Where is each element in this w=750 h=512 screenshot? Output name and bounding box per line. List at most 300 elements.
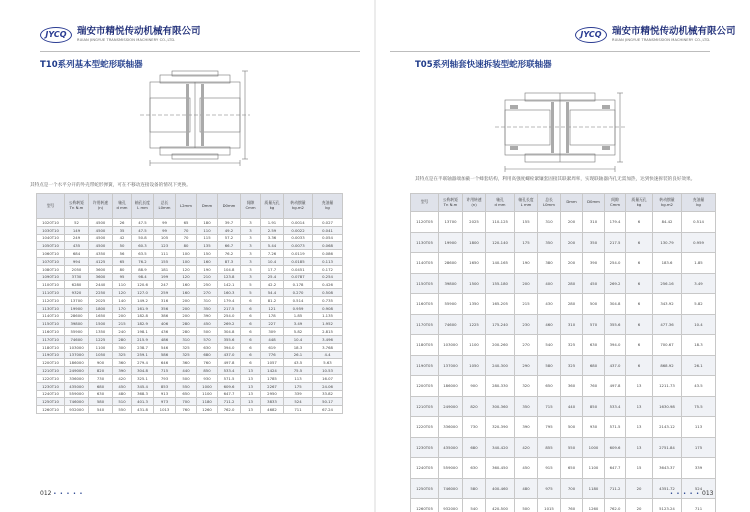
section-title: T05系列轴套快速拆装型蛇形联轴器 [415,60,552,70]
table-cell: 700 [176,398,197,406]
table-cell: 1015 [538,499,561,512]
logo-icon: JYCQ [40,27,72,43]
table-cell: 43.5 [284,359,313,367]
table-cell: 81.2 [261,296,284,304]
table-cell: 930 [583,417,605,438]
table-cell: 760 [176,406,197,414]
table-cell: 6 [626,212,653,233]
table-cell: 0.0014 [284,219,313,227]
page-dots: • • • • • [670,491,701,497]
table-cell: 932000 [65,406,89,414]
table-cell: 18.3 [682,335,716,356]
table-cell: 28600 [439,253,463,274]
table-cell: 1225 [463,314,486,335]
table-cell: 932000 [439,499,463,512]
table-cell: 249 [65,234,89,242]
table-row [37,343,343,351]
table-cell: 80 [176,242,197,250]
table-cell: 350 [515,396,538,417]
table-cell: 746000 [439,478,463,499]
table-cell: 711.2 [218,398,241,406]
table-cell: 559000 [65,390,89,398]
company-logo [575,26,736,43]
table-row [37,374,343,382]
table-cell: 16.07 [313,374,343,382]
table-cell: 0.270 [284,289,313,297]
table-row [37,219,343,227]
column-header: Dmm [561,194,583,212]
table-cell: 25.4 [261,273,284,281]
table-cell: 386 [154,312,176,320]
table-row [37,250,343,258]
table-row [411,437,716,458]
table-cell: 160.3 [218,289,241,297]
table-cell: 711 [284,406,313,414]
table-cell: 9320 [65,289,89,297]
table-cell: 320 [515,376,538,397]
table-cell: 175-240 [486,314,515,335]
table-cell: 104.8 [218,265,241,273]
table-cell: 762.0 [605,499,626,512]
table-cell: 42.2 [261,281,284,289]
table-cell: 1130T05 [411,232,439,253]
table-cell: 4682 [261,406,284,414]
table-cell: 340-420 [486,437,515,458]
table-row [411,335,716,356]
table-cell: 546 [154,343,176,351]
table-cell: 5123.24 [653,499,682,512]
table-cell: 1190T05 [411,355,439,376]
spec-table [36,193,343,414]
table-cell: 360 [561,376,583,397]
table-cell: 1350 [89,328,113,336]
table-cell: 609.6 [218,382,241,390]
table-cell: 3.49 [284,320,313,328]
table-row [37,296,343,304]
table-cell: 339 [284,390,313,398]
table-cell: 175 [682,437,716,458]
table-cell: 75.5 [284,367,313,375]
table-cell: 1000 [197,382,218,390]
table-row [37,265,343,273]
table-cell: 0.908 [313,304,343,312]
table-cell: 18.3 [284,343,313,351]
table-cell: 269.2 [605,273,626,294]
table-cell: 20 [626,478,653,499]
table-cell: 280 [176,328,197,336]
table-cell: 630 [197,343,218,351]
table-cell: 320-390 [486,417,515,438]
table-cell: 309 [261,328,284,336]
table-cell: 56 [113,250,132,258]
table-cell: 1120T05 [411,212,439,233]
table-cell: 4500 [89,242,113,250]
table-cell: 795 [538,417,561,438]
table-cell: 711 [682,499,716,512]
table-cell: 0.172 [313,265,343,273]
table-cell: 120 [176,265,197,273]
table-cell: 57.2 [218,234,241,242]
table-cell: 19900 [439,232,463,253]
table-cell: 52 [65,219,89,227]
table-cell: 6 [241,343,261,351]
table-cell: 3 [241,257,261,265]
table-cell: 3 [241,250,261,258]
table-cell: 5 [241,289,261,297]
table-cell: 310 [176,335,197,343]
table-cell: 1650 [89,312,113,320]
table-cell: 105 [154,234,176,242]
table-cell: 550 [113,406,132,414]
table-cell: 325 [113,351,132,359]
table-cell: 200 [561,253,583,274]
table-cell: 1200T10 [37,359,65,367]
logo-name-en: RUIAN JINGYUE TRANSMISSION MACHINERY CO.,LTD. [77,38,176,42]
table-row [411,355,716,376]
table-cell: 550 [176,382,197,390]
table-cell: 1100 [89,343,113,351]
table-cell: 1070T10 [37,257,65,265]
table-cell: 200 [561,212,583,233]
table-cell: 6 [626,253,653,274]
page-number [670,490,713,497]
table-cell: 179.4 [605,212,626,233]
table-cell: 1130T10 [37,304,65,312]
table-cell: 1260T10 [37,406,65,414]
table-row [37,335,343,343]
table-cell: 6 [626,314,653,335]
table-cell: 1057 [261,359,284,367]
table-cell: 280-330 [486,376,515,397]
table-row [37,273,343,281]
table-cell: 200 [176,312,197,320]
page-number [40,490,83,497]
table-row [411,499,716,512]
table-cell: 310 [538,212,561,233]
table-cell: 49.2 [218,226,241,234]
column-header: 型号 [411,194,439,212]
table-cell: 6 [626,232,653,253]
table-cell: 684 [65,250,89,258]
table-cell: 1190T10 [37,351,65,359]
table-row [37,382,343,390]
table-cell: 99 [154,219,176,227]
table-row [411,294,716,315]
table-row [37,312,343,320]
table-cell: 120 [113,289,132,297]
table-cell: 570 [197,335,218,343]
table-row [411,396,716,417]
table-cell: 55900 [439,294,463,315]
table-row [37,289,343,297]
table-cell: 250 [197,281,218,289]
table-cell: 2.815 [313,328,343,336]
table-cell: 1260 [197,406,218,414]
table-cell: 13 [241,390,261,398]
table-cell: 1000 [583,437,605,458]
table-cell: 135 [197,242,218,250]
table-cell: 762.0 [218,406,241,414]
table-cell: 1180 [583,478,605,499]
table-cell: 6 [241,312,261,320]
table-cell: 240-300 [486,355,515,376]
table-cell: 355.6 [605,314,626,335]
table-cell: 179.4 [218,296,241,304]
table-row [37,304,343,312]
table-cell: 1100T10 [37,281,65,289]
table-cell: 0.086 [313,250,343,258]
table-cell: 4125 [89,257,113,265]
table-cell: 155 [154,257,176,265]
table-cell: 350 [197,304,218,312]
table-cell: 760 [197,359,218,367]
table-cell: 450 [515,458,538,479]
company-logo [40,26,201,43]
table-cell: 121 [261,304,284,312]
table-cell: 3643.37 [653,458,682,479]
table-cell: 1250T05 [411,478,439,499]
table-cell: 3.49 [682,273,716,294]
table-cell: 215 [113,320,132,328]
table-row [37,351,343,359]
table-cell: 130.79 [653,232,682,253]
table-cell: 198.1 [132,328,154,336]
table-cell: 103000 [65,343,89,351]
table-cell: 140 [113,296,132,304]
column-header: 总长 L0mm [154,194,176,219]
table-cell: 13 [626,437,653,458]
table-cell: 1180T10 [37,343,65,351]
table-cell: 650 [538,376,561,397]
table-cell: 533.4 [605,396,626,417]
table-cell: 88.9 [132,265,154,273]
table-cell: 170 [113,304,132,312]
table-cell: 50 [113,242,132,250]
table-cell: 161.9 [132,304,154,312]
table-cell: 1240T10 [37,390,65,398]
table-cell: 269.2 [218,320,241,328]
table-cell: 2025 [463,212,486,233]
table-cell: 190 [515,253,538,274]
table-cell: 350 [538,232,561,253]
table-cell: 0.254 [313,273,343,281]
table-cell: 2267 [261,382,284,390]
column-header: 质量无孔 kg [261,194,284,219]
table-row [411,232,716,253]
table-cell: 540 [538,335,561,356]
table-cell: 304.8 [218,328,241,336]
column-header: 间隙 Cmm [241,194,261,219]
table-cell: 24.06 [313,382,343,390]
table-cell: 586 [154,351,176,359]
table-cell: 113 [284,374,313,382]
table-cell: 1260 [583,499,605,512]
table-header-row [411,194,716,212]
table-cell: 5.44 [261,242,284,250]
table-cell: 149.2 [132,296,154,304]
table-cell: 200 [176,296,197,304]
table-cell: 500 [561,417,583,438]
column-header: 公称转矩 Tn N.m [65,194,89,219]
table-cell: 0.0787 [284,273,313,281]
table-cell: 746000 [65,398,89,406]
table-cell: 182.8 [132,312,154,320]
header-rule [390,51,710,52]
table-cell: 394.0 [218,343,241,351]
table-cell: 110 [113,281,132,289]
table-cell: 99 [154,226,176,234]
table-cell: 54.4 [261,289,284,297]
table-cell: 3600 [89,273,113,281]
table-cell: 973 [154,398,176,406]
table-cell: 87.3 [218,257,241,265]
table-cell: 316 [154,296,176,304]
table-cell: 436 [154,328,176,336]
table-cell: 630 [463,458,486,479]
page-number-label: 013 [702,490,714,497]
table-cell: 580 [538,355,561,376]
table-cell: 1100 [463,335,486,356]
table-cell: 13700 [439,212,463,233]
table-cell: 39800 [65,320,89,328]
table-cell: 1500 [463,273,486,294]
table-cell: 63.5 [132,250,154,258]
table-cell: 1030T10 [37,226,65,234]
table-cell: 6 [241,359,261,367]
table-cell: 13700 [65,296,89,304]
table-cell: 13 [241,367,261,375]
column-header: 轴孔 d mm [113,194,132,219]
table-cell: 238.7 [132,343,154,351]
table-cell: 200 [113,312,132,320]
table-cell: 120 [176,273,197,281]
table-cell: 310 [561,314,583,335]
table-cell: 42 [113,234,132,242]
column-header: 型号 [37,194,65,219]
table-cell: 1150T05 [411,273,439,294]
table-cell: 3.768 [313,343,343,351]
table-cell: 540 [89,406,113,414]
table-cell: 5.82 [682,294,716,315]
table-cell: 120-140 [486,232,515,253]
table-cell: 325 [176,343,197,351]
table-cell: 76.2 [132,257,154,265]
table-cell: 1050 [89,351,113,359]
table-cell: 2440 [89,281,113,289]
table-cell: 254.0 [218,312,241,320]
table-cell: 1150T10 [37,320,65,328]
table-cell: 43.5 [682,376,716,397]
table-cell: 390 [197,312,218,320]
table-cell: 540 [463,499,486,512]
table-cell: 7.26 [261,250,284,258]
table-cell: 0.735 [313,296,343,304]
table-cell: 66.7 [218,242,241,250]
table-cell: 3 [241,219,261,227]
table-cell: 1013 [154,406,176,414]
table-cell: 345.4 [132,382,154,390]
table-cell: 200 [515,273,538,294]
logo-name-cn: 瑞安市精悦传动机械有限公司 [612,26,736,37]
table-cell: 700.67 [653,335,682,356]
table-cell: 360-450 [486,458,515,479]
table-cell: 0.0073 [284,242,313,250]
table-cell: 3 [241,242,261,250]
table-cell: 1040T10 [37,234,65,242]
table-cell: 15 [626,458,653,479]
table-cell: 390 [583,253,605,274]
table-cell: 33.82 [313,390,343,398]
column-header: 充油量 kg [313,194,343,219]
table-cell: 1210T10 [37,367,65,375]
table-cell: 113 [682,417,716,438]
table-cell: 580 [463,478,486,499]
table-cell: 325.1 [132,374,154,382]
table-cell: 1140T05 [411,253,439,274]
table-cell: 39.7 [218,219,241,227]
table-cell: 0.959 [682,232,716,253]
table-cell: 994 [65,257,89,265]
table-cell: 137000 [65,351,89,359]
table-cell: 437.0 [605,355,626,376]
table-cell: 180 [197,219,218,227]
table-cell: 13 [241,406,261,414]
table-cell: 450 [583,273,605,294]
table-cell: 183.6 [653,253,682,274]
table-cell: 394.0 [605,335,626,356]
table-cell: 711.2 [605,478,626,499]
table-cell: 160 [176,281,197,289]
table-cell: 3 [241,226,261,234]
table-cell: 435000 [65,382,89,390]
table-cell: 0.426 [313,281,343,289]
table-cell: 930 [197,374,218,382]
column-header: 轴孔 d mm [486,194,515,212]
column-header: D0mm [218,194,241,219]
table-cell: 3.496 [313,335,343,343]
table-cell: 55900 [65,328,89,336]
table-cell: 1170T05 [411,314,439,335]
table-row [411,314,716,335]
table-cell: 186000 [439,376,463,397]
table-cell: 6 [626,294,653,315]
table-cell: 435 [65,242,89,250]
table-row [37,398,343,406]
table-cell: 199 [154,273,176,281]
table-cell: 6 [241,335,261,343]
table-cell: 1230T05 [411,437,439,458]
table-row [37,320,343,328]
table-cell: 1120T10 [37,296,65,304]
table-cell: 280 [113,335,132,343]
table-cell: 420 [515,437,538,458]
table-cell: 84.42 [653,212,682,233]
table-cell: 0.959 [284,304,313,312]
table-cell: 13 [241,382,261,390]
table-row [37,390,343,398]
spec-table [410,193,716,512]
table-cell: 5.82 [284,328,313,336]
table-cell: 0.0119 [284,250,313,258]
table-cell: 200-260 [486,335,515,356]
table-cell: 0.027 [313,219,343,227]
table-row [37,234,343,242]
table-row [37,367,343,375]
table-row [37,359,343,367]
table-cell: 1090T10 [37,273,65,281]
table-cell: 217.5 [605,232,626,253]
table-cell: 304.8 [605,294,626,315]
